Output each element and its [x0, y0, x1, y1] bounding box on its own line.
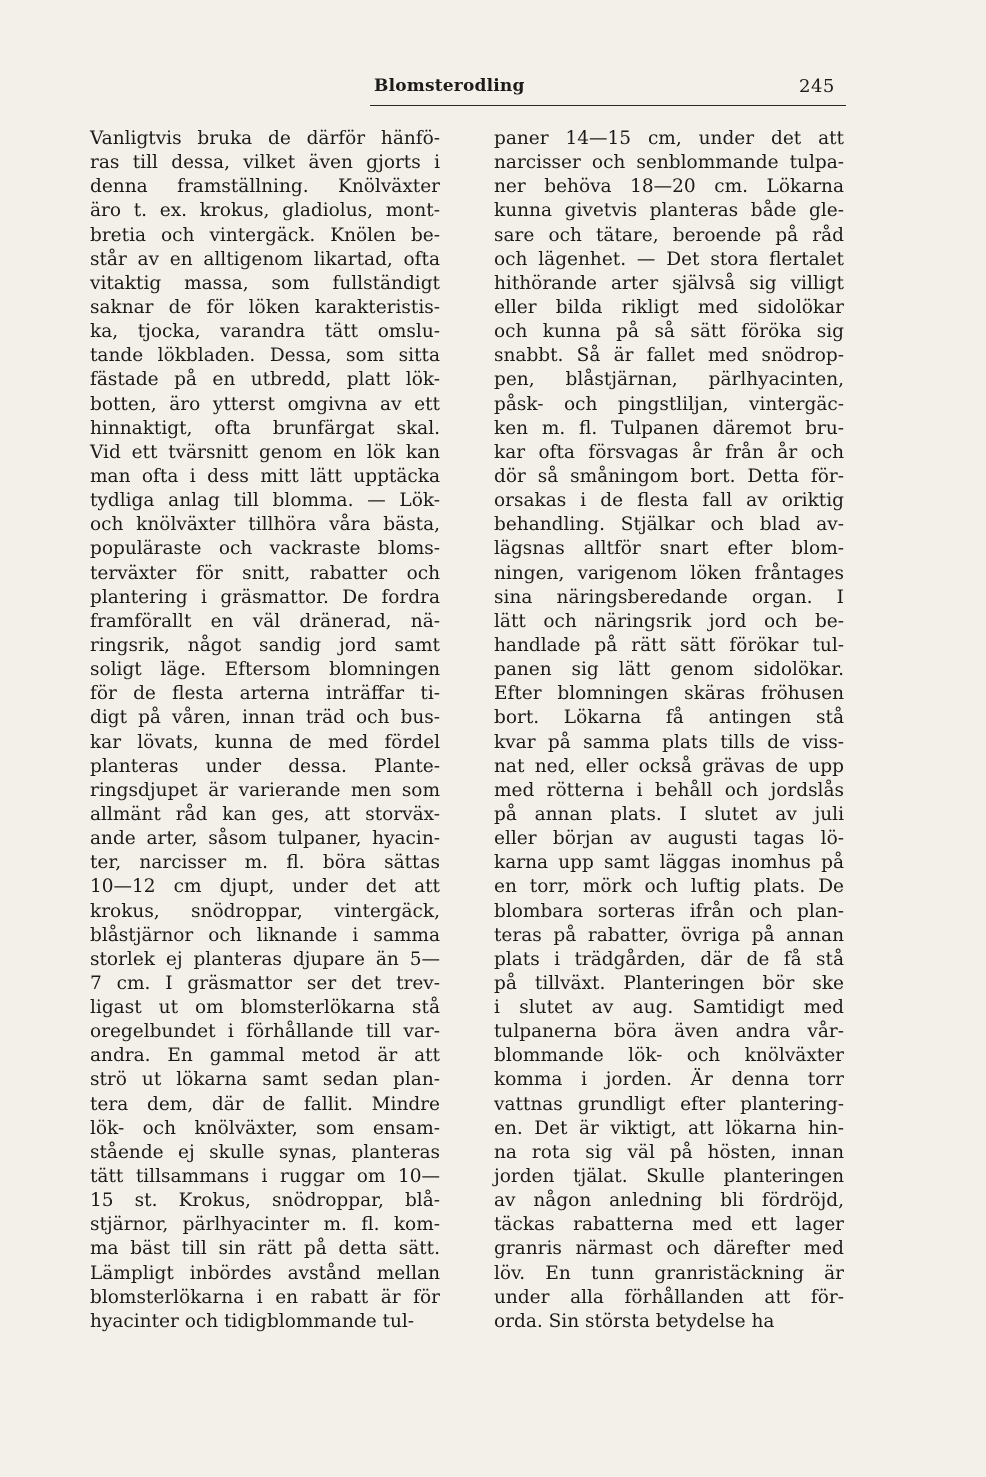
text-line: blomsterlökarna i en rabatt är för: [90, 1286, 440, 1308]
text-line: Vid ett tvärsnitt genom en lök kan: [90, 441, 440, 463]
text-line: botten, äro ytterst omgivna av ett: [90, 393, 440, 415]
text-line: ken m. fl. Tulpanen däremot bru-: [494, 417, 844, 439]
text-line: behandling. Stjälkar och blad av-: [494, 514, 844, 536]
text-line: digt på våren, innan träd och bus-: [90, 707, 440, 729]
text-line: en torr, mörk och luftig plats. De: [494, 876, 844, 898]
text-line: med rötterna i behåll och jordslås: [494, 779, 844, 801]
text-line: fästade på en utbredd, platt lök-: [90, 369, 440, 391]
text-line: lägsnas alltför snart efter blom-: [494, 538, 844, 560]
text-line: orsakas i de flesta fall av oriktig: [494, 490, 844, 512]
text-line: sina näringsberedande organ. I: [494, 586, 844, 608]
text-line: karna upp samt läggas inomhus på: [494, 852, 844, 874]
text-line: snabbt. Så är fallet med snödrop-: [494, 345, 844, 367]
text-line: man ofta i dess mitt lätt upptäcka: [90, 465, 440, 487]
text-line: i slutet av aug. Samtidigt med: [494, 997, 844, 1019]
text-line: blåstjärnor och liknande i samma: [90, 924, 440, 946]
text-line: bretia och vintergäck. Knölen be-: [90, 224, 440, 246]
text-line: en. Det är viktigt, att lökarna hin-: [494, 1117, 844, 1139]
text-line: saknar de för löken karakteristis-: [90, 296, 440, 318]
text-line: storlek ej planteras djupare än 5—: [90, 948, 440, 970]
text-line: Vanligtvis bruka de därför hänfö-: [90, 128, 440, 149]
text-line: vattnas grundligt efter plantering-: [494, 1093, 844, 1115]
text-line: planteras under dessa. Plante-: [90, 755, 440, 777]
text-line: ringsdjupet är varierande men som: [90, 779, 440, 801]
text-line: och lägenhet. — Det stora flertalet: [494, 248, 844, 270]
text-line: strö ut lökarna samt sedan plan-: [90, 1069, 440, 1091]
text-line: stående ej skulle synas, planteras: [90, 1141, 440, 1163]
text-line: orda. Sin största betydelse ha: [494, 1310, 775, 1332]
text-line: av någon anledning bli fördröjd,: [494, 1190, 844, 1212]
text-line: eller början av augusti tagas lö-: [494, 828, 844, 850]
text-line: tydliga anlag till blomma. — Lök-: [90, 490, 440, 512]
text-line: blommande lök- och knölväxter: [494, 1045, 844, 1067]
text-line: ma bäst till sin rätt på detta sätt.: [90, 1238, 440, 1260]
header-rule: [370, 105, 846, 106]
text-line: äro t. ex. krokus, gladiolus, mont-: [90, 200, 440, 222]
text-line: sare och tätare, beroende på råd: [494, 224, 844, 246]
text-line: står av en alltigenom likartad, ofta: [90, 248, 440, 270]
text-line: komma i jorden. Är denna torr: [494, 1069, 844, 1091]
text-line: blombara sorteras ifrån och plan-: [494, 900, 844, 922]
text-line: tulpanerna böra även andra vår-: [494, 1021, 844, 1043]
running-title: Blomsterodling: [374, 76, 525, 96]
text-line: paner 14—15 cm, under det att: [494, 128, 844, 149]
text-line: för de flesta arterna inträffar ti-: [90, 683, 440, 705]
text-line: denna framställning. Knölväxter: [90, 176, 440, 198]
text-line: eller bilda rikligt med sidolökar: [494, 296, 844, 318]
text-line: pen, blåstjärnan, pärlhyacinten,: [494, 369, 844, 391]
text-line: hithörande arter självså sig villigt: [494, 272, 844, 294]
text-line: lätt och näringsrik jord och be-: [494, 610, 844, 632]
text-line: löv. En tunn granristäckning är: [494, 1262, 844, 1284]
text-line: ka, tjocka, varandra tätt omslu-: [90, 321, 440, 343]
text-line: kar ofta försvagas år från år och: [494, 441, 844, 463]
text-line: 10—12 cm djupt, under det att: [90, 876, 440, 898]
text-line: på annan plats. I slutet av juli: [494, 803, 844, 825]
text-line: teras på rabatter, övriga på annan: [494, 924, 844, 946]
text-line: andra. En gammal metod är att: [90, 1045, 440, 1067]
text-line: bort. Lökarna få antingen stå: [494, 707, 844, 729]
text-line: ligast ut om blomsterlökarna stå: [90, 997, 440, 1019]
text-line: kar lövats, kunna de med fördel: [90, 731, 440, 753]
text-line: under alla förhållanden att för-: [494, 1286, 844, 1308]
text-line: narcisser och senblommande tulpa-: [494, 152, 844, 174]
text-line: täckas rabatterna med ett lager: [494, 1214, 844, 1236]
text-line: handlade på rätt sätt förökar tul-: [494, 634, 844, 656]
text-line: jorden tjälat. Skulle planteringen: [494, 1166, 844, 1188]
text-line: terväxter för snitt, rabatter och: [90, 562, 440, 584]
text-line: Lämpligt inbördes avstånd mellan: [90, 1262, 440, 1284]
text-line: soligt läge. Eftersom blomningen: [90, 659, 440, 681]
text-line: tera dem, där de fallit. Mindre: [90, 1093, 440, 1115]
page-number: 245: [799, 76, 835, 97]
text-line: allmänt råd kan ges, att storväx-: [90, 803, 440, 825]
text-line: na rota sig väl på hösten, innan: [494, 1141, 844, 1163]
text-line: oregelbundet i förhållande till var-: [90, 1021, 440, 1043]
text-line: granris närmast och därefter med: [494, 1238, 844, 1260]
text-line: kunna givetvis planteras både gle-: [494, 200, 844, 222]
left-text-column: [90, 127, 440, 1334]
text-line: på tillväxt. Planteringen bör ske: [494, 972, 844, 994]
text-line: krokus, snödroppar, vintergäck,: [90, 900, 440, 922]
text-line: 15 st. Krokus, snödroppar, blå-: [90, 1190, 440, 1212]
text-line: och kunna på så sätt föröka sig: [494, 321, 844, 343]
text-line: tätt tillsammans i ruggar om 10—: [90, 1166, 440, 1188]
text-line: nat ned, eller också grävas de upp: [494, 755, 844, 777]
page-header: [0, 74, 986, 104]
text-line: populäraste och vackraste bloms-: [90, 538, 440, 560]
text-line: stjärnor, pärlhyacinter m. fl. kom-: [90, 1214, 440, 1236]
text-line: tande lökbladen. Dessa, som sitta: [90, 345, 440, 367]
text-line: plats i trädgården, där de få stå: [494, 948, 844, 970]
text-line: och knölväxter tillhöra våra bästa,: [90, 514, 440, 536]
text-line: panen sig lätt genom sidolökar.: [494, 659, 844, 681]
text-line: dör så småningom bort. Detta för-: [494, 465, 844, 487]
text-line: ras till dessa, vilket även gjorts i: [90, 152, 440, 174]
right-text-column: [494, 127, 844, 1334]
text-line: ner behöva 18—20 cm. Lökarna: [494, 176, 844, 198]
text-line: framförallt en väl dränerad, nä-: [90, 610, 440, 632]
text-line: plantering i gräsmattor. De fordra: [90, 586, 440, 608]
text-line: lök- och knölväxter, som ensam-: [90, 1117, 440, 1139]
text-line: 7 cm. I gräsmattor ser det trev-: [90, 972, 440, 994]
text-line: hinnaktigt, ofta brunfärgat skal.: [90, 417, 440, 439]
text-line: kvar på samma plats tills de viss-: [494, 731, 844, 753]
text-line: Efter blomningen skäras fröhusen: [494, 683, 844, 705]
text-line: ande arter, såsom tulpaner, hyacin-: [90, 828, 440, 850]
text-line: ningen, varigenom löken fråntages: [494, 562, 844, 584]
text-line: vitaktig massa, som fullständigt: [90, 272, 440, 294]
text-line: påsk- och pingstliljan, vintergäc-: [494, 393, 844, 415]
text-line: ter, narcisser m. fl. böra sättas: [90, 852, 440, 874]
text-line: hyacinter och tidigblommande tul-: [90, 1310, 415, 1332]
text-line: ringsrik, något sandig jord samt: [90, 634, 440, 656]
